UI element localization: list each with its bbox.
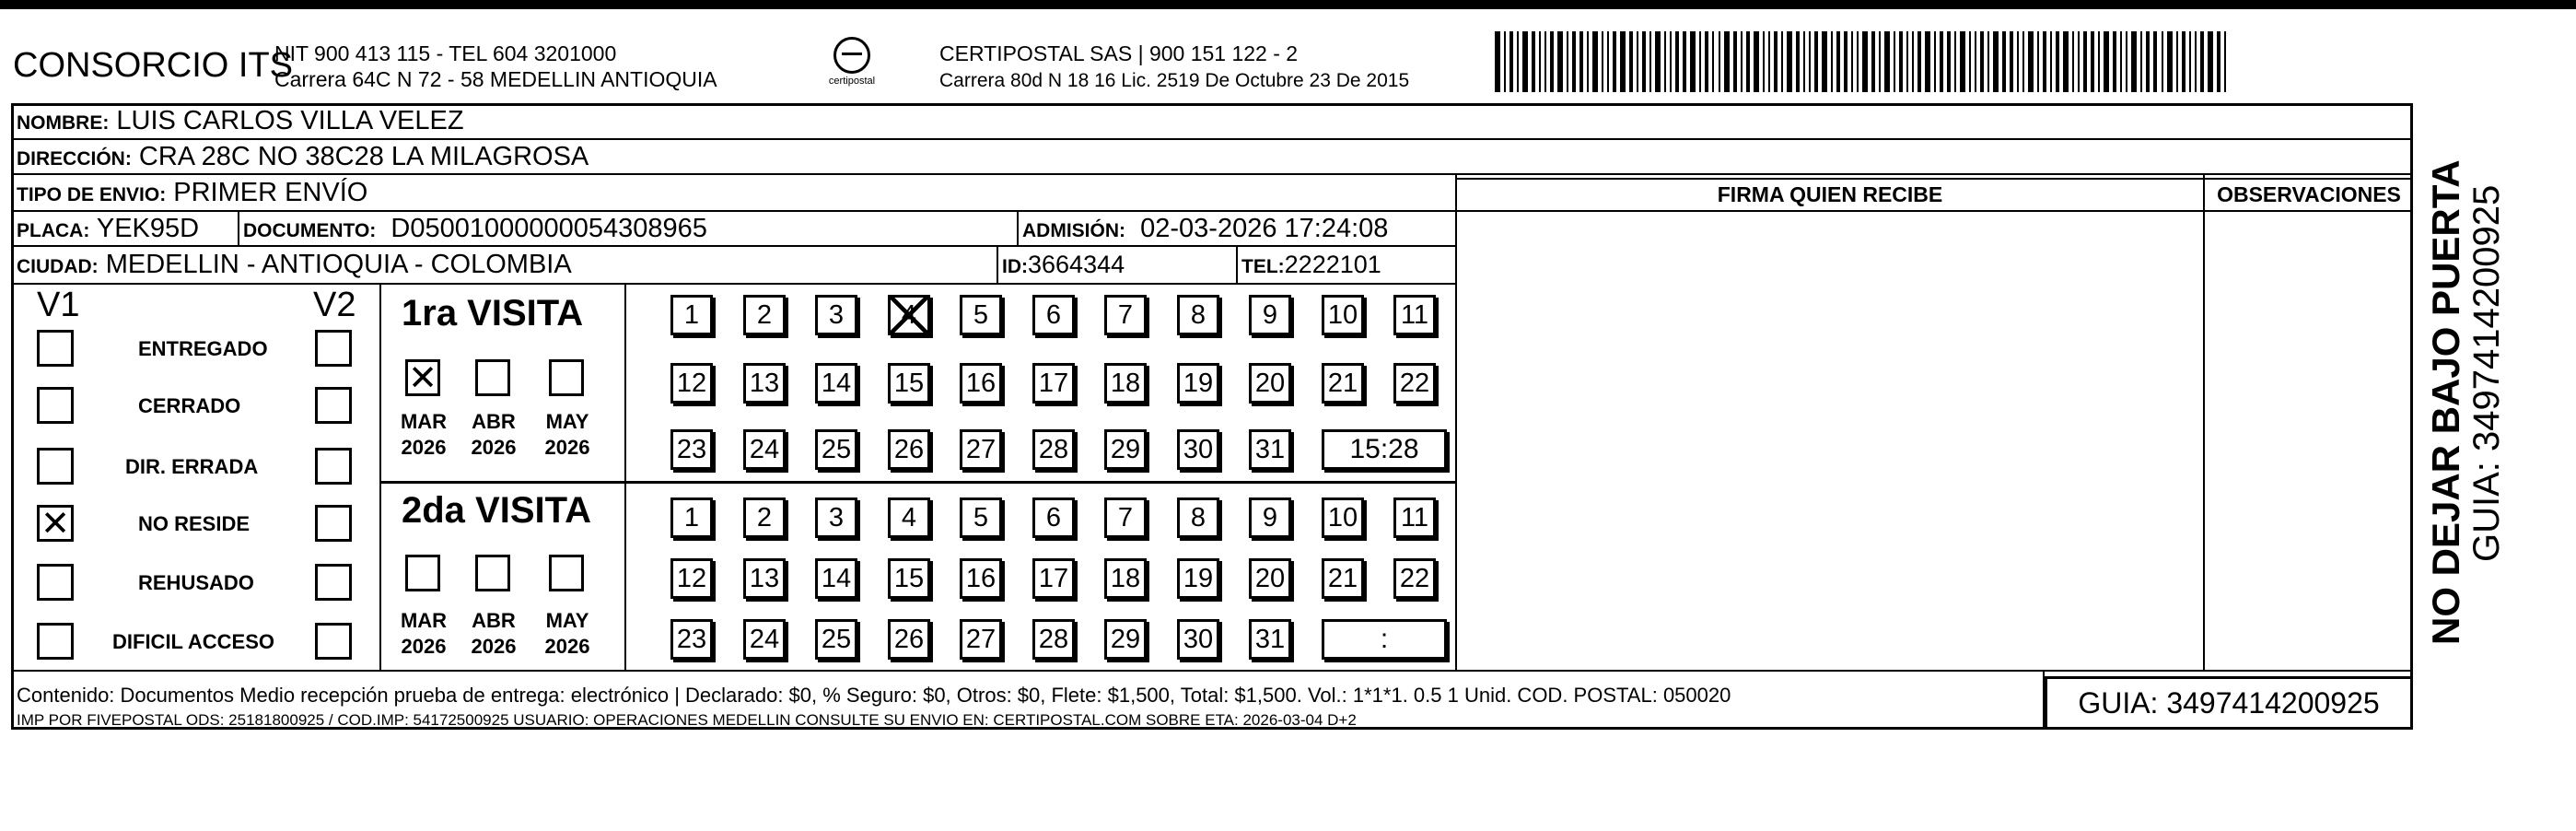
documento-cell xyxy=(243,213,707,247)
logo-text: certipostal xyxy=(828,76,876,87)
courier-address: Carrera 80d N 18 16 Lic. 2519 De Octubre 23 De 2015 xyxy=(939,70,1410,91)
day-box[interactable]: 17 xyxy=(1032,363,1075,404)
barcode-bar xyxy=(1670,31,1672,92)
barcode-bar xyxy=(2120,31,2122,92)
barcode-bar xyxy=(2028,31,2034,92)
barcode-bar xyxy=(2176,31,2178,92)
status-v2-checkbox[interactable] xyxy=(315,505,352,542)
barcode-bar xyxy=(1781,31,1783,92)
logo-icon xyxy=(833,37,870,74)
month-label xyxy=(466,409,521,461)
barcode-bar xyxy=(2217,31,2220,92)
day-box[interactable]: 2 xyxy=(743,497,786,538)
barcode-bar xyxy=(1851,31,1853,92)
admision-value: 02-03-2026 17:24:08 xyxy=(1140,214,1389,243)
company-address: Carrera 64C N 72 - 58 MEDELLIN ANTIOQUIA xyxy=(274,67,717,91)
month-checkbox[interactable] xyxy=(475,359,510,396)
barcode-bar xyxy=(1607,31,1609,92)
day-box[interactable]: 9 xyxy=(1249,497,1291,538)
barcode-bar xyxy=(1649,31,1651,92)
barcode-bar xyxy=(1862,31,1868,92)
barcode-bar xyxy=(1550,31,1554,92)
barcode-bar xyxy=(2104,31,2109,92)
day-box[interactable]: 17 xyxy=(1032,558,1075,599)
day-box[interactable]: 7 xyxy=(1104,295,1147,335)
status-v1-checkbox[interactable] xyxy=(37,387,74,424)
day-box[interactable]: 10 xyxy=(1322,497,1364,538)
month-name: MAY xyxy=(545,609,589,632)
barcode-bar xyxy=(2037,31,2039,92)
barcode-bar xyxy=(2002,31,2006,92)
row-tipo-envio xyxy=(17,177,367,211)
barcode-bar xyxy=(1894,31,1895,92)
barcode-bar xyxy=(1960,31,1965,92)
barcode-bar xyxy=(2091,31,2094,92)
day-box[interactable]: 11 xyxy=(1393,295,1436,335)
month-checkbox[interactable] xyxy=(405,555,440,591)
tipo-label: TIPO DE ENVIO: xyxy=(17,184,167,205)
barcode-bar xyxy=(1712,31,1714,92)
barcode-bar xyxy=(1746,31,1750,92)
month-name: MAY xyxy=(545,410,589,433)
barcode-bar xyxy=(2083,31,2087,92)
day-box[interactable]: 18 xyxy=(1104,363,1147,404)
visit1-title: 1ra VISITA xyxy=(402,293,584,334)
status-v2-checkbox[interactable] xyxy=(315,387,352,424)
day-box[interactable]: 11 xyxy=(1393,497,1436,538)
day-box[interactable]: 5 xyxy=(960,295,1002,335)
barcode-bar xyxy=(1879,31,1881,92)
day-box[interactable]: 14 xyxy=(815,558,857,599)
day-box[interactable]: 6 xyxy=(1032,497,1075,538)
month-name: ABR xyxy=(472,410,516,433)
barcode-bar xyxy=(2182,31,2186,92)
barcode-bar xyxy=(2140,31,2142,92)
day-box[interactable]: 12 xyxy=(670,558,713,599)
barcode-bar xyxy=(2224,31,2226,92)
day-box[interactable]: 16 xyxy=(960,363,1002,404)
day-box[interactable]: 26 xyxy=(888,429,930,470)
day-box[interactable]: 20 xyxy=(1249,558,1291,599)
day-box[interactable]: 7 xyxy=(1104,497,1147,538)
time-box[interactable]: 15:28 xyxy=(1322,429,1447,470)
courier-name: CERTIPOSTAL SAS | 900 151 122 - 2 xyxy=(939,41,1299,65)
month-year: 2026 xyxy=(544,436,590,459)
barcode-bar xyxy=(2022,31,2024,92)
top-border xyxy=(0,0,2576,9)
ciudad-cell xyxy=(17,249,572,283)
barcode-bar xyxy=(1787,31,1792,92)
barcode-bar xyxy=(1557,31,1563,92)
barcode-bar xyxy=(1690,31,1696,92)
id-cell xyxy=(1002,249,1125,283)
guia-number: GUIA: 3497414200925 xyxy=(2045,676,2413,730)
barcode-bar xyxy=(1975,31,1976,92)
status-label: NO RESIDE xyxy=(138,512,251,535)
day-box[interactable]: 21 xyxy=(1322,558,1364,599)
day-box[interactable]: 22 xyxy=(1393,558,1436,599)
month-label xyxy=(396,608,451,660)
barcode-bar xyxy=(2017,31,2019,92)
barcode-bar xyxy=(1741,31,1743,92)
barcode-bar xyxy=(1768,31,1770,92)
barcode-bar xyxy=(1620,31,1626,92)
visit2-title: 2da VISITA xyxy=(402,490,591,531)
row-direccion xyxy=(17,141,589,175)
side-warning: NO DEJAR BAJO PUERTA xyxy=(2424,159,2467,645)
barcode-bar xyxy=(2113,31,2116,92)
month-checkbox[interactable] xyxy=(549,359,584,396)
barcode-bar xyxy=(1980,31,1984,92)
barcode-bar xyxy=(1925,31,1930,92)
observaciones-header: OBSERVACIONES xyxy=(2217,182,2401,206)
barcode-bar xyxy=(2200,31,2204,92)
barcode-bar xyxy=(1724,31,1730,92)
barcode-bar xyxy=(2072,31,2074,92)
month-year: 2026 xyxy=(471,635,517,658)
status-v2-checkbox[interactable] xyxy=(315,564,352,601)
day-box[interactable]: 15 xyxy=(888,363,930,404)
barcode-bar xyxy=(1587,31,1589,92)
documento-label: DOCUMENTO: xyxy=(243,220,377,241)
barcode-bar xyxy=(1567,31,1568,92)
documento-value: D05001000000054308965 xyxy=(390,214,707,243)
barcode-bar xyxy=(1917,31,1921,92)
barcode-bar xyxy=(1814,31,1818,92)
barcode-bar xyxy=(2189,31,2191,92)
month-year: 2026 xyxy=(401,436,447,459)
company-name: CONSORCIO ITS xyxy=(13,46,294,85)
barcode-bar xyxy=(2050,31,2052,92)
barcode-bar xyxy=(1884,31,1890,92)
month-label xyxy=(540,608,595,660)
firma-header: FIRMA QUIEN RECIBE xyxy=(1717,182,1943,206)
barcode-bar xyxy=(2078,31,2080,92)
barcode-bar xyxy=(1906,31,1908,92)
barcode-bar xyxy=(1822,31,1827,92)
day-box[interactable]: 13 xyxy=(743,558,786,599)
barcode-bar xyxy=(1954,31,1956,92)
barcode-bar xyxy=(1629,31,1633,92)
day-box[interactable]: 20 xyxy=(1249,363,1291,404)
day-box[interactable]: 10 xyxy=(1322,295,1364,335)
placa-value: YEK95D xyxy=(96,214,200,243)
barcode-bar xyxy=(1705,31,1708,92)
day-box[interactable]: 25 xyxy=(815,429,857,470)
day-box[interactable]: 5 xyxy=(960,497,1002,538)
day-box[interactable]: 13 xyxy=(743,363,786,404)
barcode-bar xyxy=(2167,31,2173,92)
barcode-bar xyxy=(2153,31,2157,92)
barcode-bar xyxy=(1763,31,1765,92)
barcode-bar xyxy=(1675,31,1679,92)
status-v2-checkbox[interactable] xyxy=(315,448,352,485)
barcode-bar xyxy=(1532,31,1535,92)
day-box[interactable]: 31 xyxy=(1249,619,1291,660)
day-box[interactable]: 29 xyxy=(1104,619,1147,660)
barcode-bar xyxy=(1831,31,1833,92)
barcode-bar xyxy=(1664,31,1666,92)
day-box[interactable]: 24 xyxy=(743,619,786,660)
status-label: REHUSADO xyxy=(138,571,254,594)
day-box[interactable]: 19 xyxy=(1177,558,1219,599)
day-box[interactable]: 25 xyxy=(815,619,857,660)
barcode-bar xyxy=(1809,31,1811,92)
day-box[interactable]: 24 xyxy=(743,429,786,470)
status-v1-checkbox[interactable] xyxy=(37,564,74,601)
day-box[interactable]: 28 xyxy=(1032,619,1075,660)
barcode-bar xyxy=(1517,31,1519,92)
day-box[interactable]: 31 xyxy=(1249,429,1291,470)
day-box[interactable]: 16 xyxy=(960,558,1002,599)
barcode-bar xyxy=(1539,31,1541,92)
month-name: MAR xyxy=(400,410,448,433)
day-box[interactable]: 3 xyxy=(815,295,857,335)
barcode-bar xyxy=(1642,31,1646,92)
month-checkbox[interactable] xyxy=(475,555,510,591)
footer-print-info: IMP POR FIVEPOSTAL ODS: 25181800925 / COD.IMP: 54172500925 USUARIO: OPERACIONES MEDELLIN CONSULTE SU ENVIO EN: CERTIPOSTAL.COM SOBRE ETA: 2026-03-04 D+2 xyxy=(17,711,1357,729)
status-label: CERRADO xyxy=(138,394,241,417)
barcode-bar xyxy=(1947,31,1951,92)
barcode-bar xyxy=(1754,31,1759,92)
barcode-bar xyxy=(1969,31,1971,92)
barcode-bar xyxy=(1495,31,1500,92)
barcode-bar xyxy=(2162,31,2163,92)
month-label xyxy=(540,409,595,461)
barcode-bar xyxy=(1592,31,1598,92)
barcode-bar xyxy=(1796,31,1800,92)
barcode-bar xyxy=(1803,31,1805,92)
placa-label: PLACA: xyxy=(17,220,90,241)
barcode-bar xyxy=(1509,31,1513,92)
day-box[interactable]: 3 xyxy=(815,497,857,538)
day-box[interactable]: 1 xyxy=(670,295,713,335)
day-box[interactable]: 2 xyxy=(743,295,786,335)
company-nit: NIT 900 413 115 - TEL 604 3201000 xyxy=(274,41,617,65)
barcode-bar xyxy=(1572,31,1576,92)
barcode-bar xyxy=(2063,31,2069,92)
barcode-bar xyxy=(1655,31,1661,92)
status-v1-checkbox[interactable] xyxy=(37,330,74,367)
barcode-bar xyxy=(1699,31,1701,92)
status-v1-checkbox[interactable] xyxy=(37,623,74,660)
admision-label: ADMISIÓN: xyxy=(1022,220,1125,241)
status-v2-checkbox[interactable] xyxy=(315,330,352,367)
status-v1-checkbox[interactable] xyxy=(37,448,74,485)
barcode-bar xyxy=(2208,31,2213,92)
day-box[interactable]: 19 xyxy=(1177,363,1219,404)
barcode-bar xyxy=(1522,31,1528,92)
day-box[interactable]: 15 xyxy=(888,558,930,599)
month-checkbox[interactable]: ✕ xyxy=(405,359,440,396)
month-label xyxy=(396,409,451,461)
barcode-bar xyxy=(1637,31,1638,92)
footer-contents: Contenido: Documentos Medio recepción prueba de entrega: electrónico | Declarado: $0, % Seguro: $0, Otros: $0, Flete: $1,500, Total: $1,500. Vol.: 1*1*1. 0.5 1 Unid. COD. POSTAL: 050020 xyxy=(17,684,1731,707)
day-box[interactable]: 1 xyxy=(670,497,713,538)
status-label: DIFICIL ACCESO xyxy=(112,630,275,653)
barcode-bar xyxy=(1940,31,1943,92)
day-box[interactable]: 27 xyxy=(960,619,1002,660)
nombre-label: NOMBRE: xyxy=(17,112,110,134)
barcode-bar xyxy=(1871,31,1875,92)
status-label: DIR. ERRADA xyxy=(125,455,259,478)
status-label: ENTREGADO xyxy=(138,337,268,360)
tipo-value: PRIMER ENVÍO xyxy=(173,178,368,207)
barcode-bar xyxy=(1836,31,1840,92)
barcode-bar xyxy=(1774,31,1778,92)
day-box[interactable]: 21 xyxy=(1322,363,1364,404)
day-box[interactable]: 9 xyxy=(1249,295,1291,335)
month-year: 2026 xyxy=(401,635,447,658)
day-box[interactable]: 30 xyxy=(1177,429,1219,470)
barcode-bar xyxy=(1544,31,1546,92)
day-box[interactable]: 8 xyxy=(1177,497,1219,538)
v2-header: V2 xyxy=(313,286,356,324)
day-box[interactable]: 8 xyxy=(1177,295,1219,335)
month-name: MAR xyxy=(400,609,448,632)
barcode-bar xyxy=(2056,31,2059,92)
day-box[interactable]: 4 xyxy=(888,497,930,538)
day-box[interactable]: 12 xyxy=(670,363,713,404)
side-guia: GUIA: 3497414200925 xyxy=(2466,184,2507,562)
admision-cell xyxy=(1022,213,1388,247)
day-box-marked[interactable]: 4 xyxy=(888,295,930,335)
day-box[interactable]: 30 xyxy=(1177,619,1219,660)
barcode xyxy=(1495,31,2227,92)
barcode-bar xyxy=(1719,31,1720,92)
day-box[interactable]: 22 xyxy=(1393,363,1436,404)
barcode-bar xyxy=(2146,31,2150,92)
barcode-bar xyxy=(2010,31,2013,92)
day-box[interactable]: 23 xyxy=(670,619,713,660)
barcode-bar xyxy=(1602,31,1603,92)
status-v1-checkbox[interactable]: ✕ xyxy=(37,505,74,542)
ciudad-value: MEDELLIN - ANTIOQUIA - COLOMBIA xyxy=(105,250,572,279)
barcode-bar xyxy=(1899,31,1903,92)
month-checkbox[interactable] xyxy=(549,555,584,591)
barcode-bar xyxy=(1857,31,1859,92)
day-box[interactable]: 23 xyxy=(670,429,713,470)
barcode-bar xyxy=(2098,31,2100,92)
placa-cell xyxy=(17,213,199,247)
status-v2-checkbox[interactable] xyxy=(315,623,352,660)
day-box[interactable]: 6 xyxy=(1032,295,1075,335)
v1-header: V1 xyxy=(37,286,80,324)
row-nombre xyxy=(17,105,464,139)
nombre-value: LUIS CARLOS VILLA VELEZ xyxy=(116,106,464,135)
day-box[interactable]: 27 xyxy=(960,429,1002,470)
direccion-label: DIRECCIÓN: xyxy=(17,148,132,170)
barcode-bar xyxy=(1579,31,1583,92)
barcode-bar xyxy=(2043,31,2046,92)
barcode-bar xyxy=(1613,31,1616,92)
barcode-bar xyxy=(1844,31,1847,92)
barcode-bar xyxy=(1733,31,1737,92)
day-box[interactable]: 18 xyxy=(1104,558,1147,599)
barcode-bar xyxy=(1987,31,1989,92)
barcode-bar xyxy=(1912,31,1914,92)
barcode-bar xyxy=(1934,31,1936,92)
barcode-bar xyxy=(2131,31,2137,92)
id-value: 3664344 xyxy=(1028,251,1125,278)
barcode-bar xyxy=(1504,31,1506,92)
month-label xyxy=(466,608,521,660)
id-label: ID: xyxy=(1002,256,1028,277)
day-box[interactable]: 26 xyxy=(888,619,930,660)
barcode-bar xyxy=(2126,31,2127,92)
month-year: 2026 xyxy=(544,635,590,658)
day-box[interactable]: 14 xyxy=(815,363,857,404)
tel-value: 2222101 xyxy=(1284,251,1381,278)
day-box[interactable]: 29 xyxy=(1104,429,1147,470)
tel-label: TEL: xyxy=(1241,256,1285,277)
barcode-bar xyxy=(1993,31,1999,92)
time-box[interactable]: : xyxy=(1322,619,1447,660)
month-name: ABR xyxy=(472,609,516,632)
ciudad-label: CIUDAD: xyxy=(17,256,99,277)
direccion-value: CRA 28C NO 38C28 LA MILAGROSA xyxy=(138,142,589,171)
barcode-bar xyxy=(2195,31,2197,92)
tel-cell xyxy=(1241,249,1381,283)
certipostal-logo xyxy=(810,37,893,101)
day-box[interactable]: 28 xyxy=(1032,429,1075,470)
barcode-bar xyxy=(1683,31,1686,92)
month-year: 2026 xyxy=(471,436,517,459)
